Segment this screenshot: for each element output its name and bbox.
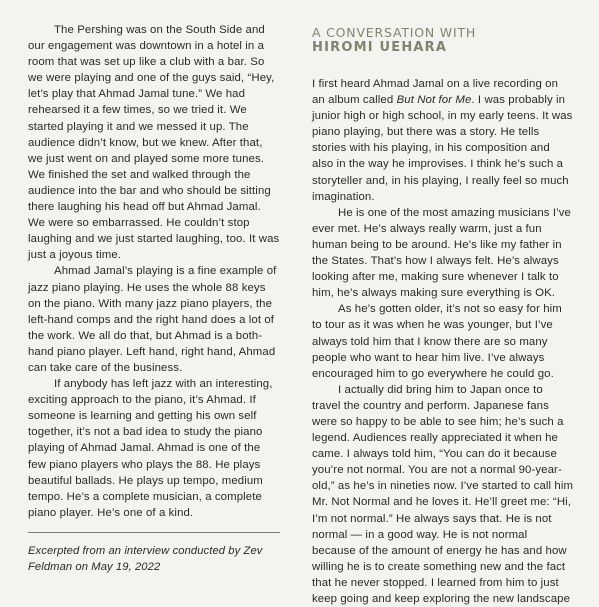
- heading-line-1: A CONVERSATION WITH: [312, 25, 477, 40]
- body-paragraph: The Pershing was on the South Side and our engagement was downtown in a hotel in a room that was set up like a club with a bar. So we were playing and one of the guys said, “Hey, let’s play that Ahmad Jamal tune.” We had rehearsed it a few times, so we tried it. We started playing it and we messed it up. The audience didn’t know, but we knew. After that, we just went on and played some more tunes. We finished the set and walked through the audience into the bar and who should be sitting there laughing his head off but Ahmad Jamal. We were so embarrassed. He couldn’t stop laughing and we just started laughing, too. It was just a joyous time.: [28, 24, 280, 262]
- text-run: I first heard Ahmad Jamal on a live recording on an album called: [312, 78, 559, 107]
- divider-rule: [28, 532, 280, 533]
- body-paragraph: If anybody has left jazz with an interesting, exciting approach to the piano, it’s Ahmad. If someone is learning and getting his own self together, it’s not a bad idea to study the piano playing of Ahmad Jamal. Ahmad is one of the few piano players who plays the 88. He plays beautiful ballads. He plays up tempo, medium tempo. He’s a complete musician, a complete piano player. He’s one of a kind.: [28, 378, 273, 519]
- body-paragraph: I actually did bring him to Japan once to travel the country and perform. Japanese fans were so happy to be able to see him; he’s such a legend. Audiences really appreciated it when he came. I always told him, “You can do it because you’re not normal. You are not a normal 90-year-old,” as he’s in nineties now. I’ve started to call him Mr. Not Normal and he loves it. He’ll greet me: “Hi, I’m not normal.” He always says that. He is not normal — in a good way. He is not normal because of the amount of energy he has and how willing he is to create something new and the fact that he never stopped. I learned from him to just keep going and keep exploring the new landscape: [312, 383, 574, 605]
- right-column: [312, 22, 574, 607]
- body-paragraph: As he’s gotten older, it’s not so easy for him to tour as it was when he was younger, but I’ve always told him that I know there are so many people who want to hear him live. I’ve always encouraged him to go everywhere he could go.: [312, 303, 562, 380]
- text-run: . I was probably in junior high or high school, in my early teens. It was piano playing, but there was a story. He tells stories with his playing, in his composition and also in the way he improvises. I think he’s such a storyteller and, in his playing, I really feel so much imagination.: [312, 94, 573, 203]
- left-column: [28, 22, 280, 575]
- heading-line-2: HIROMI UEHARA: [312, 40, 448, 55]
- body-paragraph: Ahmad Jamal’s playing is a fine example of jazz piano playing. He uses the whole 88 keys on the piano. With many jazz piano players, the left-hand comps and the right hand does a lot of the work. We all do that, but Ahmad is a both-hand piano player. Left hand, right hand, Ahmad can take care of the business.: [28, 265, 277, 374]
- album-title: But Not for Me: [396, 94, 472, 107]
- body-paragraph: He is one of the most amazing musicians I’ve ever met. He’s always really warm, just a fun human being to be around. He’s like my father in the States. That’s how I always felt. He’s always looking after me, making sure whenever I talk to him, he’s always making sure everything is OK.: [312, 206, 571, 300]
- section-heading: [312, 25, 574, 55]
- body-paragraph: [312, 76, 574, 205]
- excerpt-credit: Excerpted from an interview conducted by Zev Feldman on May 19, 2022: [28, 544, 263, 573]
